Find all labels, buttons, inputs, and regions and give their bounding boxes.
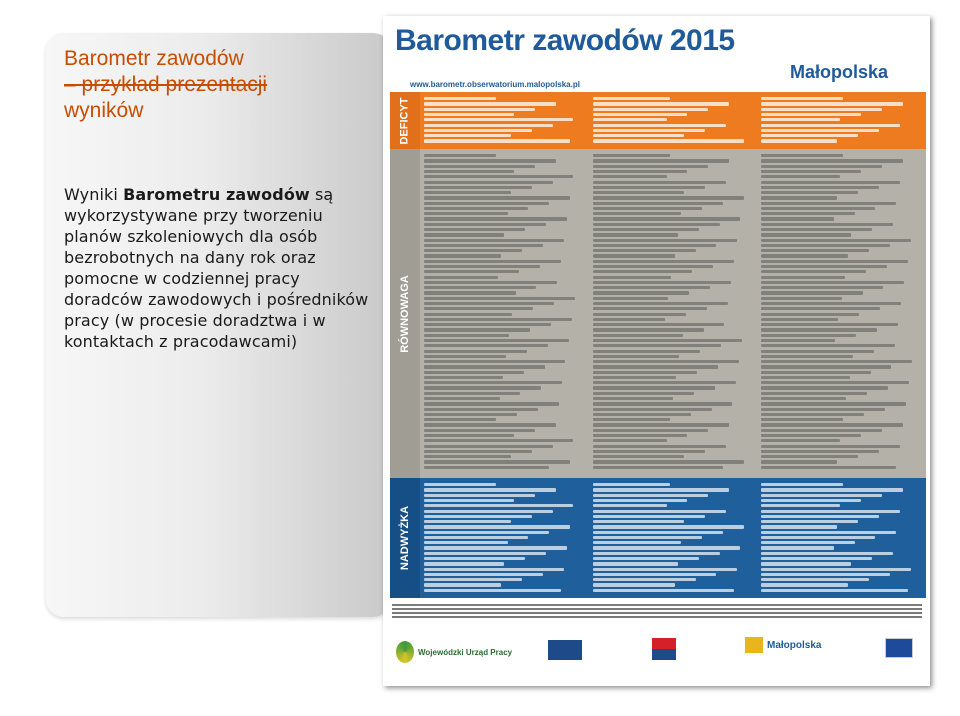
poster-footnote — [392, 602, 922, 620]
poster-column — [589, 149, 758, 478]
title-line-2: – przykład prezentacji — [64, 73, 268, 96]
poster-title: Barometr zawodów 2015 — [395, 24, 735, 57]
poster-column — [757, 149, 926, 478]
body-prefix: Wyniki — [64, 185, 124, 204]
kapital-icon — [652, 638, 676, 660]
section-label-deficyt: DEFICYT — [399, 96, 411, 145]
wup-logo — [396, 641, 512, 663]
slide-title — [64, 46, 364, 124]
section-columns — [420, 92, 926, 149]
eu-flag-icon — [885, 638, 913, 658]
poster-column — [757, 478, 926, 598]
poster-column — [420, 478, 589, 598]
partner-logo — [548, 640, 582, 660]
poster-column — [420, 149, 589, 478]
poster-column — [757, 92, 926, 149]
wup-logo-text: Wojewódzki Urząd Pracy — [418, 647, 513, 657]
partner-logo-icon — [548, 640, 582, 660]
poster-region: Małopolska — [790, 62, 889, 82]
title-line-1: Barometr zawodów — [64, 47, 244, 70]
poster-column — [420, 92, 589, 149]
poster-section-nadwyzka — [390, 478, 926, 598]
poster-section-rownowaga — [390, 149, 926, 478]
malopolska-logo — [745, 637, 821, 653]
section-columns — [420, 149, 926, 478]
kapital-ludzki-logo — [652, 638, 730, 660]
wup-mark-icon — [396, 641, 414, 663]
section-columns — [420, 478, 926, 598]
body-rest: są wykorzystywane przy tworzeniu planów szkoleniowych dla osób bezrobotnych na dany rok oraz pomocne w codziennej pracy doradców zawodowych i pośredników pracy (w procesie doradztwa i w kontaktach z pracodawcami) — [64, 185, 369, 351]
malopolska-icon — [745, 637, 763, 653]
poster-url: www.barometr.obserwatorium.malopolska.pl — [410, 80, 580, 89]
section-label-nadwyzka: NADWYŻKA — [399, 505, 412, 571]
body-bold: Barometru zawodów — [123, 185, 310, 204]
poster-section-deficyt — [390, 92, 926, 149]
slide-body-text — [64, 184, 374, 352]
poster-column — [589, 92, 758, 149]
poster-column — [589, 478, 758, 598]
section-label-rownowaga: RÓWNOWAGA — [399, 274, 412, 353]
title-line-3: wyników — [64, 99, 144, 122]
malopolska-logo-text: Małopolska — [767, 639, 822, 651]
